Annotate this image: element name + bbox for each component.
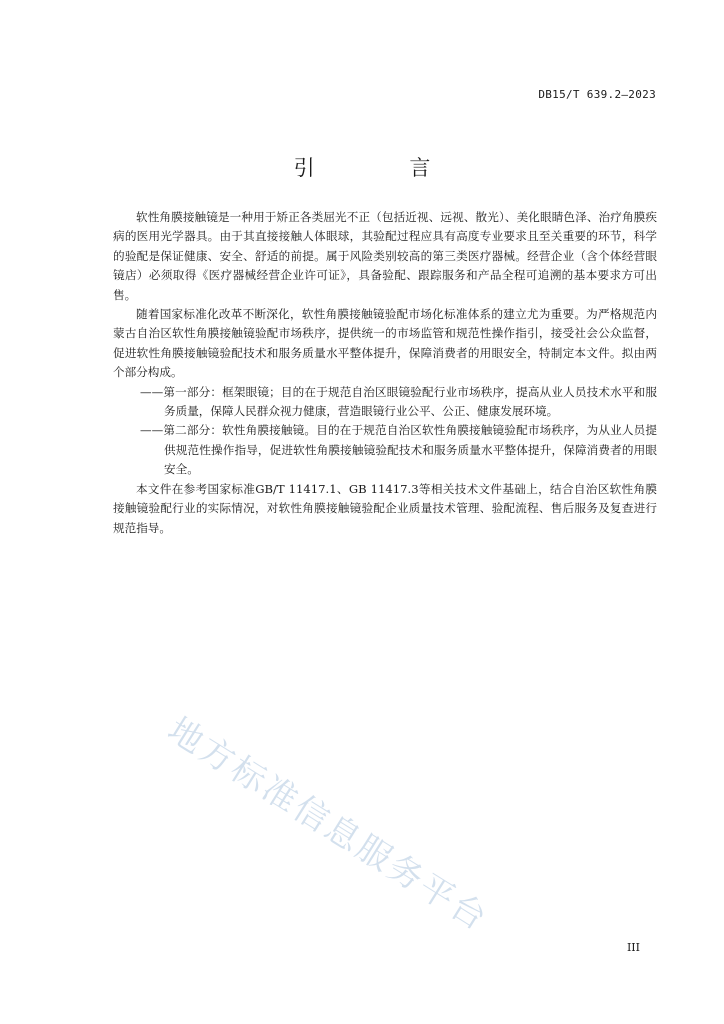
part-2-item: ——第二部分：软性角膜接触镜。目的在于规范自治区软性角膜接触镜验配市场秩序，为从业人员提供规范性操作指导，促进软性角膜接触镜验配技术和服务质量水平整体提升，保障消费者的用眼安全。 bbox=[140, 423, 657, 477]
intro-paragraph-1: 软性角膜接触镜是一种用于矫正各类屈光不正（包括近视、远视、散光）、美化眼睛色泽、治疗角膜疾病的医用光学器具。由于其直接接触人体眼球，其验配过程应具有高度专业要求且至关重要的环节，科学的验配是保证健康、安全、舒适的前提。属于风险类别较高的第三类医疗器械。经营企业（含个体经营眼镜店）必须取得《医疗器械经营企业许可证》，具备验配、跟踪服务和产品全程可追溯的基本要求方可出售。 bbox=[113, 210, 657, 302]
intro-paragraph-2: 随着国家标准化改革不断深化，软性角膜接触镜验配市场化标准体系的建立尤为重要。为严格规范内蒙古自治区软性角膜接触镜验配市场秩序，提供统一的市场监管和规范性操作指引，接受社会公众监督，促进软性角膜接触镜验配技术和服务质量水平整体提升，保障消费者的用眼安全，特制定本文件。拟由两个部分构成。 bbox=[113, 307, 657, 380]
section-title: 引 言 bbox=[293, 156, 475, 180]
watermark: 地方标准信息服务平台 bbox=[160, 709, 496, 940]
document-body bbox=[113, 208, 657, 538]
part-1-item: ——第一部分：框架眼镜；目的在于规范自治区眼镜验配行业市场秩序，提高从业人员技术水平和服务质量，保障人民群众视力健康，营造眼镜行业公平、公正、健康发展环境。 bbox=[140, 384, 657, 419]
closing-paragraph: 本文件在参考国家标准GB/T 11417.1、GB 11417.3等相关技术文件基础上，结合自治区软性角膜接触镜验配行业的实际情况，对软性角膜接触镜验配企业质量技术管理、验配流程、售后服务及复查进行规范指导。 bbox=[113, 481, 657, 535]
document-code: DB15/T 639.2—2023 bbox=[538, 88, 656, 101]
page-number: III bbox=[626, 941, 640, 954]
